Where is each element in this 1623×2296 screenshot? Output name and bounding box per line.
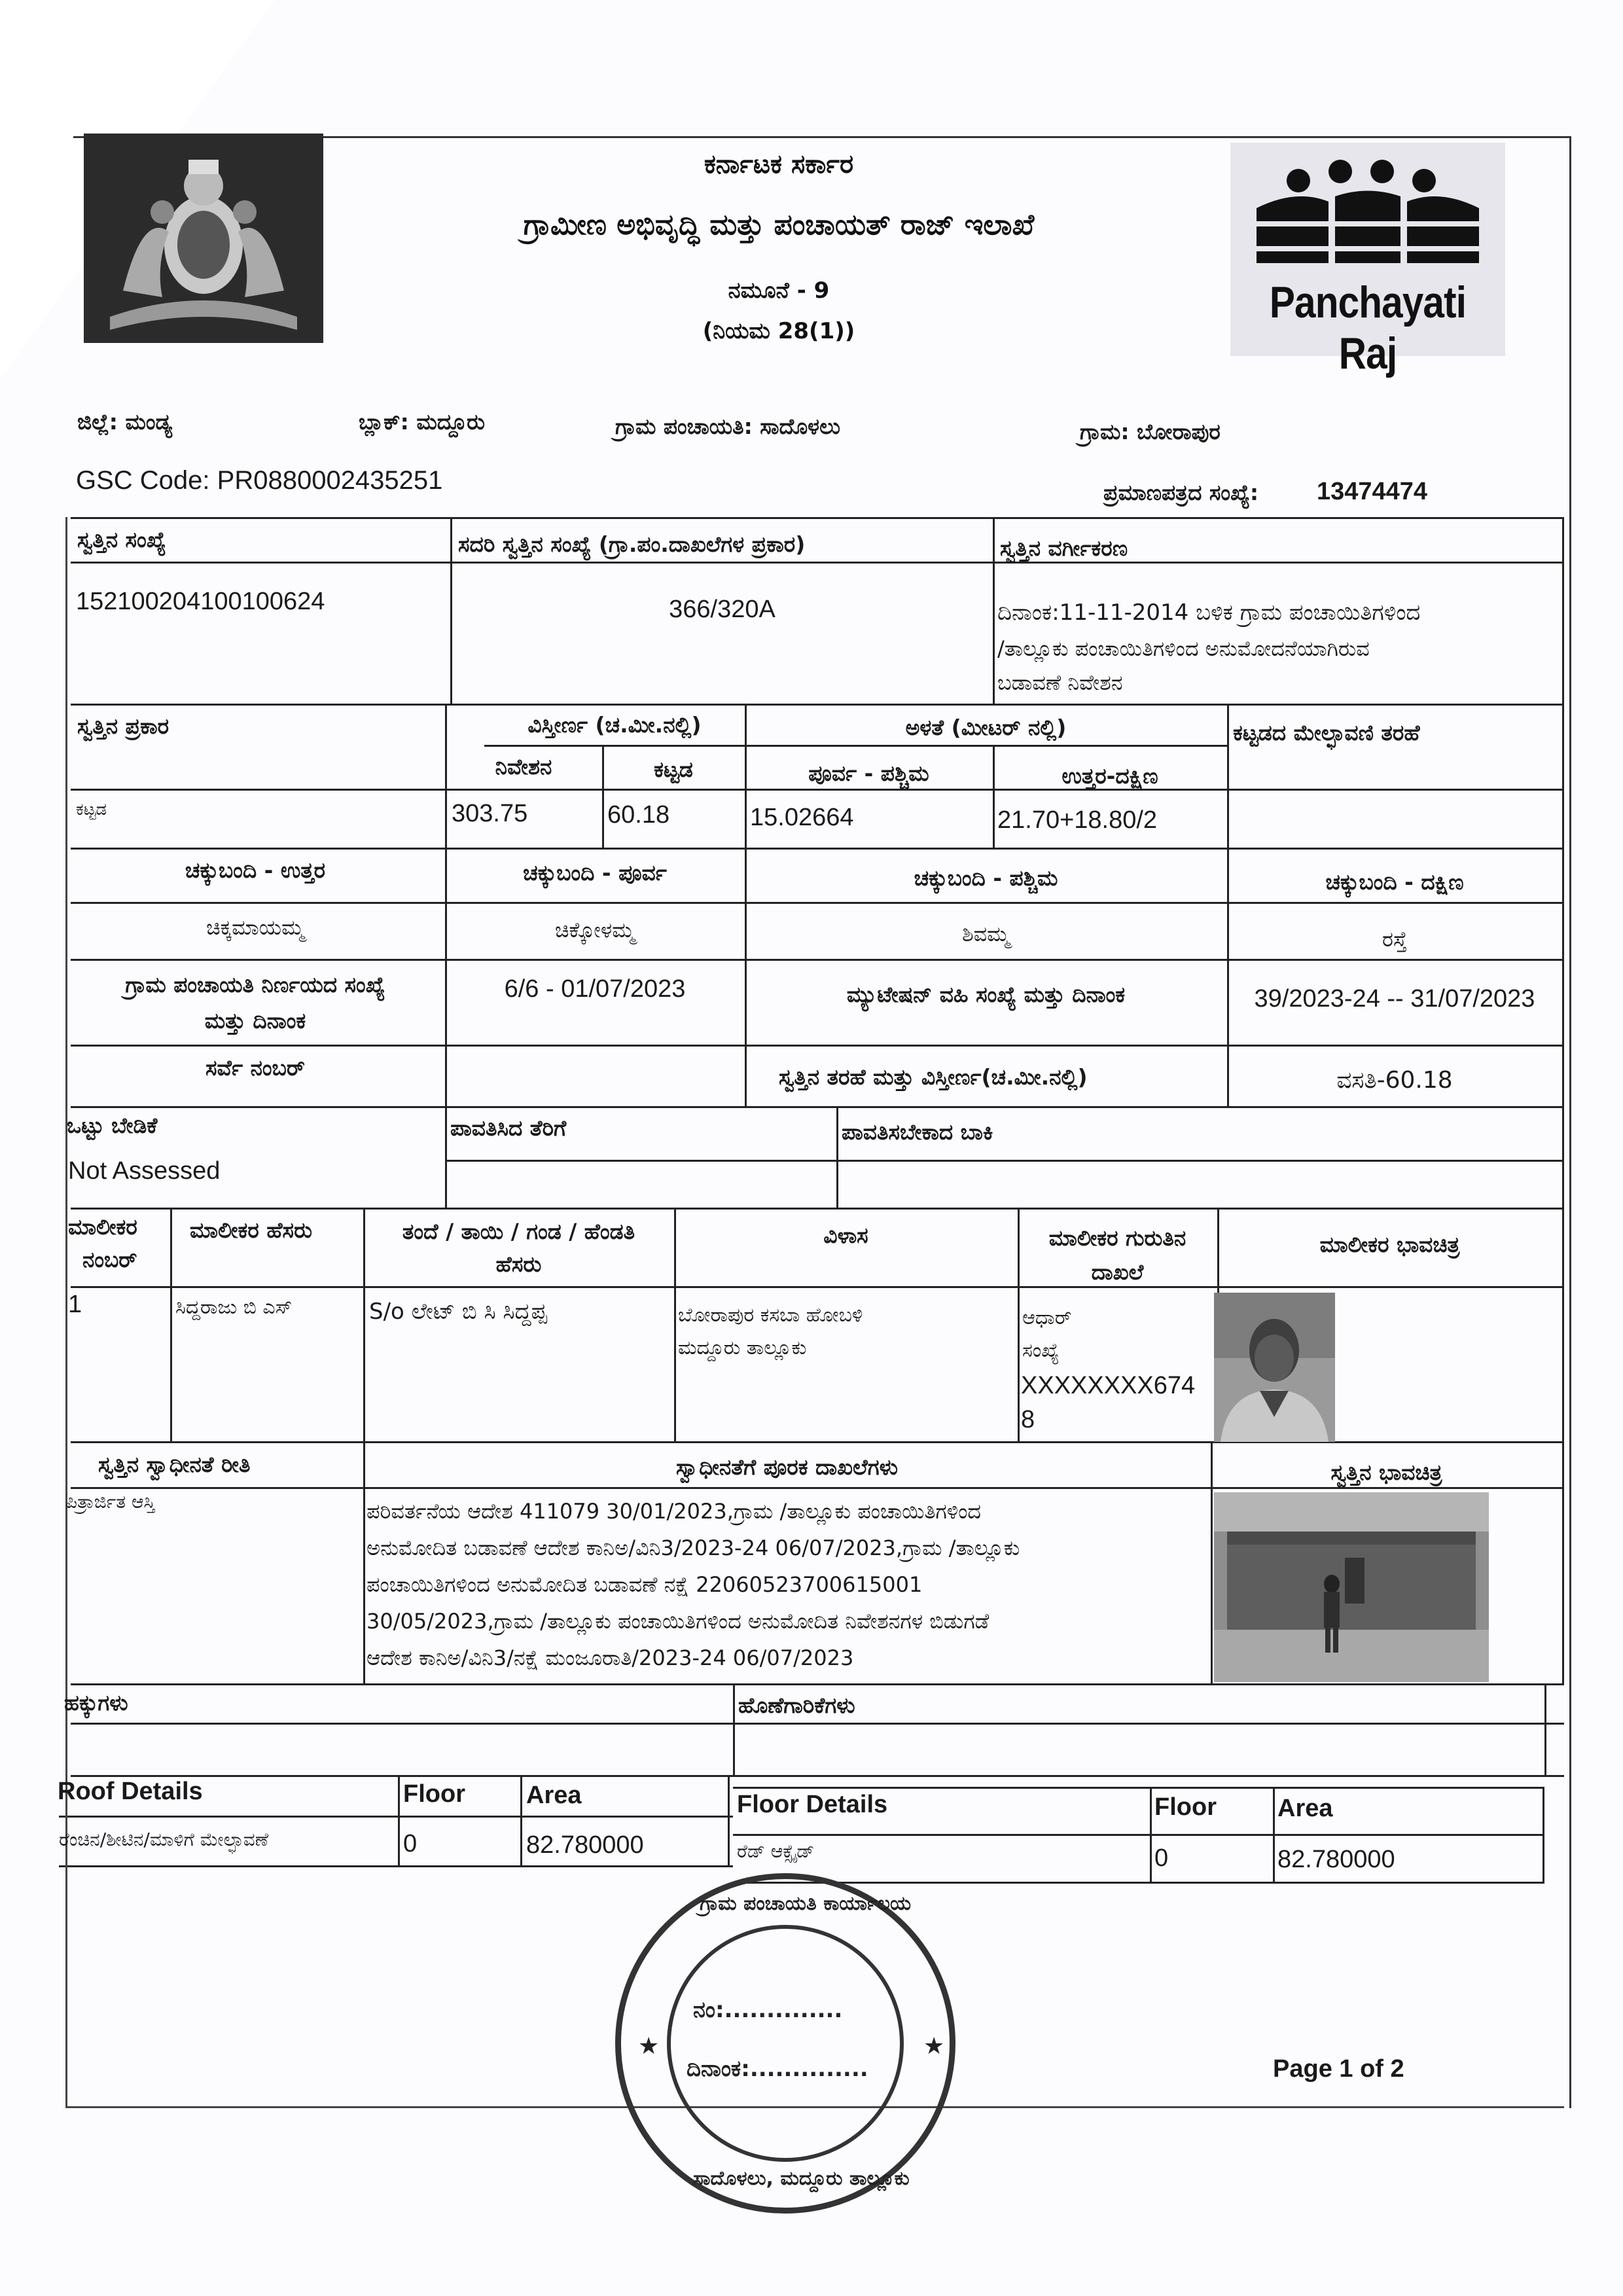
boundary-east-label: ಚಕ್ಕುಬಂದಿ - ಪೂರ್ವ — [523, 860, 667, 886]
floor-area-label: Area — [1277, 1795, 1333, 1822]
stamp-star-right-icon: ★ — [923, 2033, 945, 2060]
supporting-doc-line-3: ಪಂಚಾಯಿತಿಗಳಿಂದ ಅನುಮೋದಿತ ಬಡಾವಣೆ ನಕ್ಷೆ 22060523700615001 — [366, 1572, 923, 1597]
karnataka-emblem-icon — [84, 134, 323, 343]
stamp-ring-bottom: ಸಾದೊಳಲು, ಮದ್ದೂರು ತಾಲ್ಲೂಕು — [693, 2167, 910, 2190]
mutation-label: ಮ್ಯುಟೇಷನ್ ವಹಿ ಸಂಖ್ಯೆ ಮತ್ತು ದಿನಾಂಕ — [846, 982, 1126, 1007]
panchayat-seal-stamp — [615, 1873, 955, 2214]
panchayati-raj-logo — [1230, 143, 1505, 378]
property-photo — [1214, 1492, 1489, 1682]
classification-line-3: ಬಡಾವಣೆ ನಿವೇಶನ — [997, 670, 1123, 695]
certificate-number: 13474474 — [1317, 478, 1428, 505]
property-photo-label: ಸ್ವತ್ತಿನ ಭಾವಚಿತ್ರ — [1330, 1460, 1442, 1485]
relation-value: S/o ಲೇಟ್ ಬಿ ಸಿ ಸಿದ್ದಪ್ಪ — [369, 1299, 547, 1325]
id-type-line-1: ಆಧಾರ್ — [1022, 1306, 1072, 1329]
boundary-north-value: ಚಿಕ್ಕಮಾಯಮ್ಮ — [206, 915, 304, 940]
stamp-inner-ring — [667, 1925, 904, 2162]
measurement-label: ಅಳತೆ (ಮೀಟರ್ ನಲ್ಲಿ) — [905, 715, 1067, 740]
district: ಜಿಲ್ಲೆ: ಮಂಡ್ಯ — [77, 409, 173, 435]
rule-reference: (ನಿಯಮ 28(1)) — [702, 318, 855, 344]
roof-floor-label: Floor — [403, 1780, 465, 1808]
resolution-label-2: ಮತ್ತು ದಿನಾಂಕ — [204, 1008, 306, 1033]
total-demand-value: Not Assessed — [68, 1157, 221, 1185]
owner-name-label: ಮಾಲೀಕರ ಹೆಸರು — [190, 1217, 313, 1243]
gram-panchayat: ಗ್ರಾಮ ಪಂಚಾಯತಿ: ಸಾದೊಳಲು — [615, 414, 840, 439]
owner-number-label-1: ಮಾಲೀಕರ — [68, 1214, 137, 1240]
register-number-value: 366/320A — [669, 596, 776, 623]
gsc-code: GSC Code: PR0880002435251 — [76, 466, 443, 495]
liabilities-label: ಹೊಣೆಗಾರಿಕೆಗಳು — [738, 1693, 855, 1718]
supporting-doc-line-1: ಪರಿವರ್ತನೆಯ ಆದೇಶ 411079 30/01/2023,ಗ್ರಾಮ /ತಾಲ್ಲೂಕು ಪಂಚಾಯಿತಿಗಳಿಂದ — [366, 1499, 982, 1524]
site-area-label: ನಿವೇಶನ — [495, 754, 552, 780]
address-label: ವಿಳಾಸ — [823, 1223, 868, 1248]
site-area-value: 303.75 — [452, 800, 528, 827]
boundary-west-value: ಶಿವಮ್ಮ — [962, 922, 1010, 946]
department-title: ಗ್ರಾಮೀಣ ಅಭಿವೃದ್ಧಿ ಮತ್ತು ಪಂಚಾಯತ್ ರಾಜ್ ಇಲಾಖೆ — [523, 208, 1035, 242]
owner-number-value: 1 — [68, 1291, 82, 1318]
resolution-value: 6/6 - 01/07/2023 — [504, 975, 686, 1003]
acquisition-mode-label: ಸ್ವತ್ತಿನ ಸ್ವಾಧೀನತೆ ರೀತಿ — [98, 1452, 251, 1477]
classification-label: ಸ್ವತ್ತಿನ ವರ್ಗೀಕರಣ — [1000, 535, 1128, 561]
floor-details-title: Floor Details — [737, 1791, 888, 1818]
tax-paid-label: ಪಾವತಿಸಿದ ತೆರಿಗೆ — [450, 1115, 567, 1141]
form-number: ನಮೂನೆ - 9 — [728, 278, 830, 304]
boundary-east-value: ಚಿಕ್ಕೋಳಮ್ಮ — [554, 918, 635, 942]
roof-area-label: Area — [526, 1782, 582, 1809]
boundary-south-label: ಚಕ್ಕುಬಂದಿ - ದಕ್ಷಿಣ — [1325, 869, 1464, 895]
owner-number-label-2: ನಂಬರ್ — [82, 1247, 137, 1272]
building-area-label: ಕಟ್ಟಡ — [654, 757, 693, 782]
property-id-label: ಸ್ವತ್ತಿನ ಸಂಖ್ಯೆ — [77, 527, 166, 552]
block: ಬ್ಲಾಕ್: ಮದ್ದೂರು — [359, 409, 486, 435]
roof-type-label: ಕಟ್ಟಡದ ಮೇಲ್ಛಾವಣಿ ತರಹೆ — [1233, 720, 1420, 745]
area-label: ವಿಸ್ತೀರ್ಣ (ಚ.ಮೀ.ನಲ್ಲಿ) — [527, 712, 702, 738]
owner-photo-label: ಮಾಲೀಕರ ಭಾವಚಿತ್ರ — [1319, 1232, 1460, 1257]
relation-label-1: ತಂದೆ / ತಾಯಿ / ಗಂಡ / ಹೆಂಡತಿ — [402, 1219, 635, 1244]
logo-text: Panchayati Raj — [1269, 278, 1467, 378]
roof-type-value: ರೆಂಚಿನ/ಶೀಟಿನ/ಮಾಳಿಗೆ ಮೇಲ್ಛಾವಣೆ — [59, 1829, 269, 1850]
floor-type-value: ರೆಡ್ ಆಕ್ಸೈಡ್ — [737, 1840, 815, 1862]
boundary-west-label: ಚಕ್ಕುಬಂದಿ - ಪಶ್ಚಿಮ — [914, 865, 1058, 891]
property-type-value: ಕಟ್ಟಡ — [76, 800, 107, 819]
supporting-docs-label: ಸ್ವಾಧೀನತೆಗೆ ಪೂರಕ ದಾಖಲೆಗಳು — [675, 1454, 899, 1480]
floor-floor-label: Floor — [1154, 1793, 1217, 1821]
resolution-label-1: ಗ್ರಾಮ ಪಂಚಾಯತಿ ನಿರ್ಣಯದ ಸಂಖ್ಯೆ — [125, 972, 385, 997]
property-type-label: ಸ್ವತ್ತಿನ ಪ್ರಕಾರ — [77, 713, 169, 739]
owner-photo — [1214, 1293, 1335, 1442]
boundary-south-value: ರಸ್ತೆ — [1382, 927, 1407, 952]
boundary-north-label: ಚಕ್ಕುಬಂದಿ - ಉತ್ತರ — [185, 857, 326, 883]
type-area-label: ಸ್ವತ್ತಿನ ತರಹೆ ಮತ್ತು ವಿಸ್ತೀರ್ಣ(ಚ.ಮೀ.ನಲ್ಲಿ) — [779, 1064, 1088, 1090]
owner-name-value: ಸಿದ್ದರಾಜು ಬಿ ಎಸ್ — [175, 1296, 293, 1319]
register-number-label: ಸದರಿ ಸ್ವತ್ತಿನ ಸಂಖ್ಯೆ (ಗ್ರಾ.ಪಂ.ದಾಖಲೆಗಳ ಪ್ರಕಾರ) — [458, 531, 806, 557]
classification-line-1: ದಿನಾಂಕ:11-11-2014 ಬಳಿಕ ಗ್ರಾಮ ಪಂಚಾಯಿತಿಗಳಿಂದ — [997, 600, 1421, 626]
address-line-2: ಮದ್ದೂರು ತಾಲ್ಲೂಕು — [678, 1336, 807, 1359]
rights-label: ಹಕ್ಕುಗಳು — [64, 1690, 128, 1715]
north-south-label: ಉತ್ತರ-ದಕ್ಷಿಣ — [1061, 763, 1158, 789]
mutation-value: 39/2023-24 -- 31/07/2023 — [1254, 985, 1535, 1013]
stamp-star-left-icon: ★ — [638, 2033, 660, 2060]
certificate-label: ಪ್ರಮಾಣಪತ್ರದ ಸಂಖ್ಯೆ: — [1103, 480, 1259, 505]
village: ಗ್ರಾಮ: ಬೋರಾಪುರ — [1080, 419, 1221, 444]
property-id-value: 152100204100100624 — [76, 588, 325, 615]
roof-area-value: 82.780000 — [526, 1831, 644, 1859]
acquisition-mode-value: ಪಿತ್ರಾರ್ಜಿತ ಆಸ್ತಿ — [65, 1491, 155, 1513]
stamp-ring-top: ಗ್ರಾಮ ಪಂಚಾಯತಿ ಕಾರ್ಯಾಲಯ — [700, 1892, 912, 1915]
id-type-line-2: ಸಂಖ್ಯೆ — [1022, 1339, 1060, 1362]
survey-number-label: ಸರ್ವೆ ನಂಬರ್ — [205, 1055, 306, 1081]
owner-id-label-1: ಮಾಲೀಕರ ಗುರುತಿನ — [1048, 1225, 1186, 1251]
building-area-value: 60.18 — [607, 801, 670, 829]
id-number-line-1: XXXXXXXX674 — [1021, 1372, 1196, 1399]
classification-line-2: /ತಾಲ್ಲೂಕು ಪಂಚಾಯಿತಿಗಳಿಂದ ಅನುಮೋದನೆಯಾಗಿರುವ — [997, 636, 1370, 661]
floor-floor-value: 0 — [1154, 1844, 1169, 1872]
stamp-date: ದಿನಾಂಕ:.............. — [687, 2056, 868, 2082]
balance-due-label: ಪಾವತಿಸಬೇಕಾದ ಬಾಕಿ — [842, 1119, 993, 1145]
owner-id-label-2: ದಾಖಲೆ — [1091, 1259, 1144, 1285]
roof-floor-value: 0 — [403, 1830, 418, 1857]
supporting-doc-line-2: ಅನುಮೋದಿತ ಬಡಾವಣೆ ಆದೇಶ ಕಾನಿಅ/ವಿನಿ3/2023-24 06/07/2023,ಗ್ರಾಮ /ತಾಲ್ಲೂಕು — [366, 1535, 1020, 1560]
total-demand-label: ಒಟ್ಟು ಬೇಡಿಕೆ — [67, 1113, 158, 1138]
id-number-line-2: 8 — [1021, 1406, 1035, 1433]
north-south-value: 21.70+18.80/2 — [997, 806, 1158, 834]
east-west-value: 15.02664 — [750, 804, 854, 831]
supporting-doc-line-4: 30/05/2023,ಗ್ರಾಮ /ತಾಲ್ಲೂಕು ಪಂಚಾಯಿತಿಗಳಿಂದ ಅನುಮೋದಿತ ನಿವೇಶನಗಳ ಬಿಡುಗಡೆ — [366, 1609, 990, 1634]
page-indicator: Page 1 of 2 — [1273, 2055, 1404, 2083]
address-line-1: ಬೋರಾಪುರ ಕಸಬಾ ಹೋಬಳಿ — [678, 1304, 863, 1327]
east-west-label: ಪೂರ್ವ - ಪಶ್ಚಿಮ — [808, 761, 929, 786]
type-area-value: ವಸತಿ-60.18 — [1336, 1067, 1453, 1094]
supporting-doc-line-5: ಆದೇಶ ಕಾನಿಅ/ವಿನಿ3/ನಕ್ಷೆ ಮಂಜೂರಾತಿ/2023-24 06/07/2023 — [366, 1645, 854, 1670]
floor-area-value: 82.780000 — [1277, 1846, 1395, 1873]
government-title: ಕರ್ನಾಟಕ ಸರ್ಕಾರ — [704, 149, 854, 179]
stamp-number: ನಂ:.............. — [693, 1997, 843, 2023]
relation-label-2: ಹೆಸರು — [495, 1251, 542, 1277]
roof-details-title: Roof Details — [58, 1778, 203, 1805]
